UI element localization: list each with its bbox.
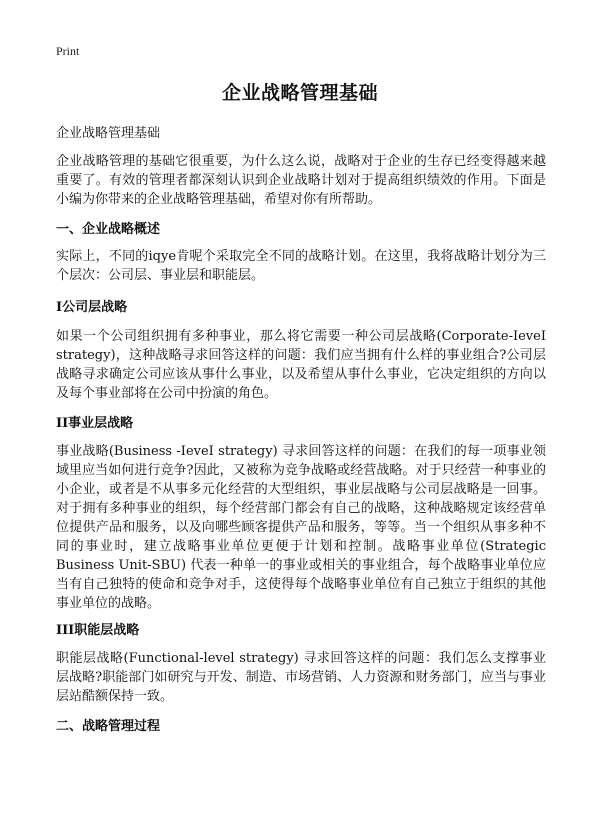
section-body-overview: 实际上，不同的iqye肯呢个采取完全不同的战略计划。在这里，我将战略计划分为三个层次：公司层、事业层和职能层。	[56, 249, 546, 283]
section-body-business: 事业战略(Business -IeveI strategy) 寻求回答这样的问题：在我们的每一项事业领域里应当如何进行竞争?因此，又被称为竞争战略或经营战略。对于只经营一种事业的小企业，或者是不从事多元化经营的大型组织，事业层战略与公司层战略是一回事。对于拥有多种事业的组织，每个经营部门都会有自己的战略，这种战略规定该经营单位提供产品和服务，以及向哪些顾客提供产品和服务，等等。当一个组织从事多种不同的事业时，建立战略事业单位更便于计划和控制。战略事业单位(Strategic Business Unit-SBU) 代表一种单一的事业或相关的事业组合，每个战略事业单位应当有自己独特的使命和竞争对手，这使得每个战略事业单位有自己独立于组织的其他事业单位的战略。	[56, 444, 546, 611]
section-heading-process: 二、战略管理过程	[56, 719, 161, 734]
section-body-corporate: 如果一个公司组织拥有多种事业，那么将它需要一种公司层战略(Corporate-IeveI strategy)，这种战略寻求回答这样的问题：我们应当拥有什么样的事业组合?公司层战略寻求确定公司应该从事什么事业，以及希望从事什么事业，它决定组织的方向以及每个事业部将在公司中扮演的角色。	[56, 329, 546, 401]
page-title: 企业战略管理基础	[221, 82, 378, 104]
document-subtitle: 企业战略管理基础	[56, 126, 161, 141]
print-label: Print	[56, 44, 80, 58]
section-heading-corporate: I公司层战略	[56, 300, 128, 315]
section-heading-functional: III职能层战略	[56, 623, 140, 638]
section-heading-business: II事业层战略	[56, 416, 134, 431]
intro-paragraph: 企业战略管理的基础它很重要，为什么这么说，战略对于企业的生存已经变得越来越重要了。有效的管理者都深刻认识到企业战略计划对于提高组织绩效的作用。下面是小编为你带来的企业战略管理基础，希望对你有所帮助。	[56, 154, 546, 207]
section-heading-overview: 一、企业战略概述	[56, 222, 161, 237]
section-body-functional: 职能层战略(Functional-level strategy) 寻求回答这样的问题：我们怎么支撑事业层战略?职能部门如研究与开发、制造、市场营销、人力资源和财务部门，应当与事业层站酷额保持一致。	[56, 651, 546, 704]
